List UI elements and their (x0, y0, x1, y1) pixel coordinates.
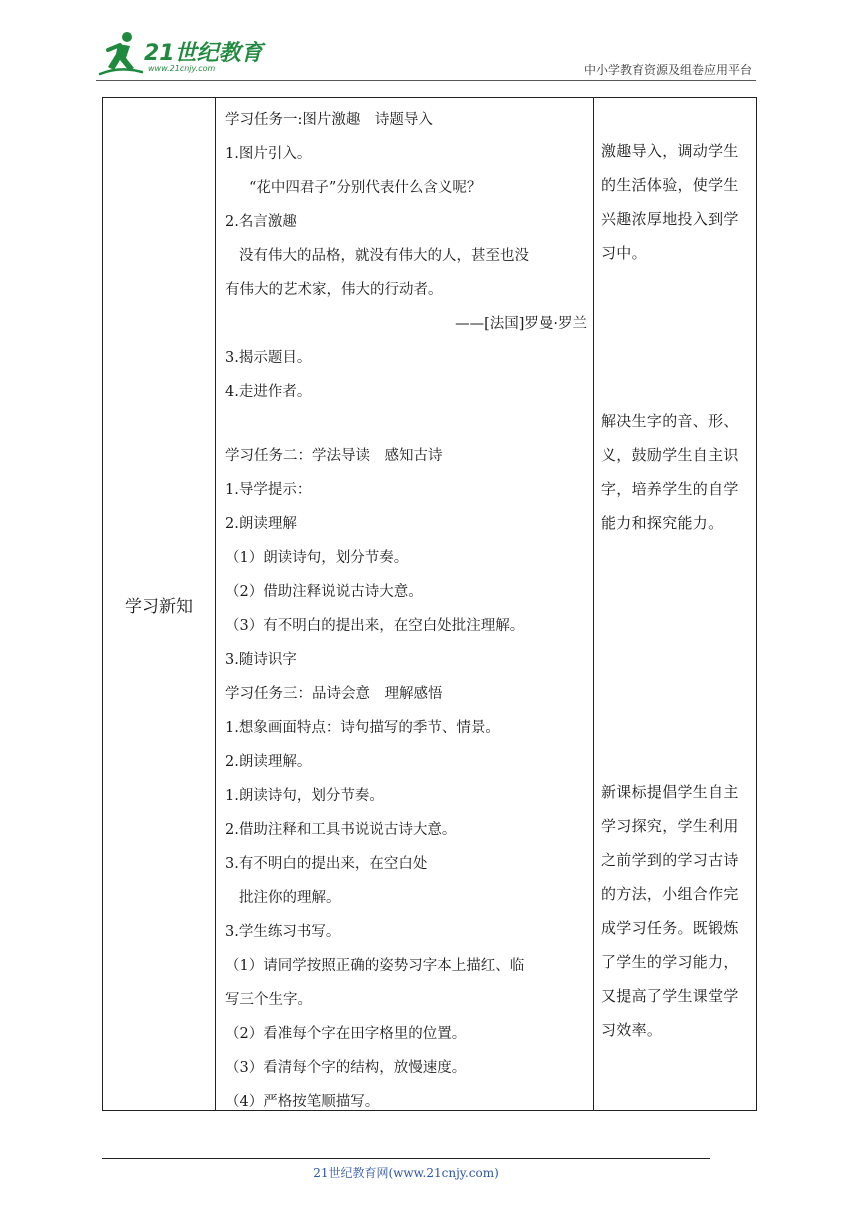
design-note: 新课标提倡学生自主学习探究，学生利用之前学到的学习古诗的方法，小组合作完成学习任务。既锻炼了学生的学习能力，又提高了学生课堂学习效率。 (601, 783, 739, 1039)
content-line: 3.有不明白的提出来，在空白处 (225, 856, 428, 872)
site-logo[interactable] (96, 30, 266, 78)
spacer (225, 409, 591, 439)
header-divider (96, 80, 756, 81)
content-line: （2）借助注释说说古诗大意。 (225, 584, 423, 600)
platform-tagline: 中小学教育资源及组卷应用平台 (583, 63, 752, 77)
logo-text: 21世纪教育 (144, 41, 263, 66)
content-line: 批注你的理解。 (239, 890, 341, 906)
quote-line: 有伟大的艺术家，伟大的行动者。 (225, 282, 443, 298)
design-note: 解决生字的音、形、义，鼓励学生自主识字，培养学生的自学能力和探究能力。 (601, 412, 739, 532)
content-line: （1）朗读诗句，划分节奏。 (225, 550, 409, 566)
content-line: （1）请同学按照正确的姿势习字本上描红、临 (225, 958, 525, 974)
footer-divider (102, 1158, 710, 1159)
footer-link[interactable]: 21世纪教育网(www.21cnjy.com) (313, 1166, 499, 1180)
content-line: 2.朗读理解。 (225, 754, 312, 770)
content-line: 写三个生字。 (225, 992, 312, 1008)
content-line: 1.想象画面特点：诗句描写的季节、情景。 (225, 720, 500, 736)
column-divider (593, 98, 594, 1110)
logo-url: www.21cnjy.com (148, 64, 216, 73)
content-line: （4）严格按笔顺描写。 (225, 1094, 380, 1110)
content-line: 1.图片引入。 (225, 146, 312, 162)
task-heading: 学习任务三：品诗会意 理解感悟 (225, 686, 443, 702)
content-line: 2.朗读理解 (225, 516, 297, 532)
design-note: 激趣导入，调动学生的生活体验，使学生兴趣浓厚地投入到学习中。 (601, 142, 739, 262)
section-label: 学习新知 (125, 597, 193, 617)
task-heading: 学习任务一:图片激趣 诗题导入 (225, 112, 433, 128)
quote-attribution: ——[法国]罗曼·罗兰 (455, 316, 587, 332)
content-line: 3.学生练习书写。 (225, 924, 341, 940)
content-line: （2）看准每个字在田字格里的位置。 (225, 1026, 467, 1042)
page-header (96, 30, 756, 80)
lesson-table (102, 97, 757, 1111)
content-line: 4.走进作者。 (225, 384, 312, 400)
content-line: 1.朗读诗句，划分节奏。 (225, 788, 384, 804)
content-line: （3）有不明白的提出来，在空白处批注理解。 (225, 618, 525, 634)
content-line: 2.名言激趣 (225, 214, 297, 230)
content-line: 3.揭示题目。 (225, 350, 312, 366)
content-line: 3.随诗识字 (225, 652, 297, 668)
column-divider (215, 98, 216, 1110)
quote-line: 没有伟大的品格，就没有伟大的人，甚至也没 (239, 248, 529, 264)
runner-logo-icon (96, 30, 146, 78)
lesson-content (225, 103, 591, 1119)
task-heading: 学习任务二：学法导读 感知古诗 (225, 448, 443, 464)
content-line: 1.导学提示： (225, 482, 312, 498)
content-line: 2.借助注释和工具书说说古诗大意。 (225, 822, 457, 838)
content-line: （3）看清每个字的结构，放慢速度。 (225, 1060, 467, 1076)
content-line: “花中四君子”分别代表什么含义呢？ (249, 180, 482, 196)
